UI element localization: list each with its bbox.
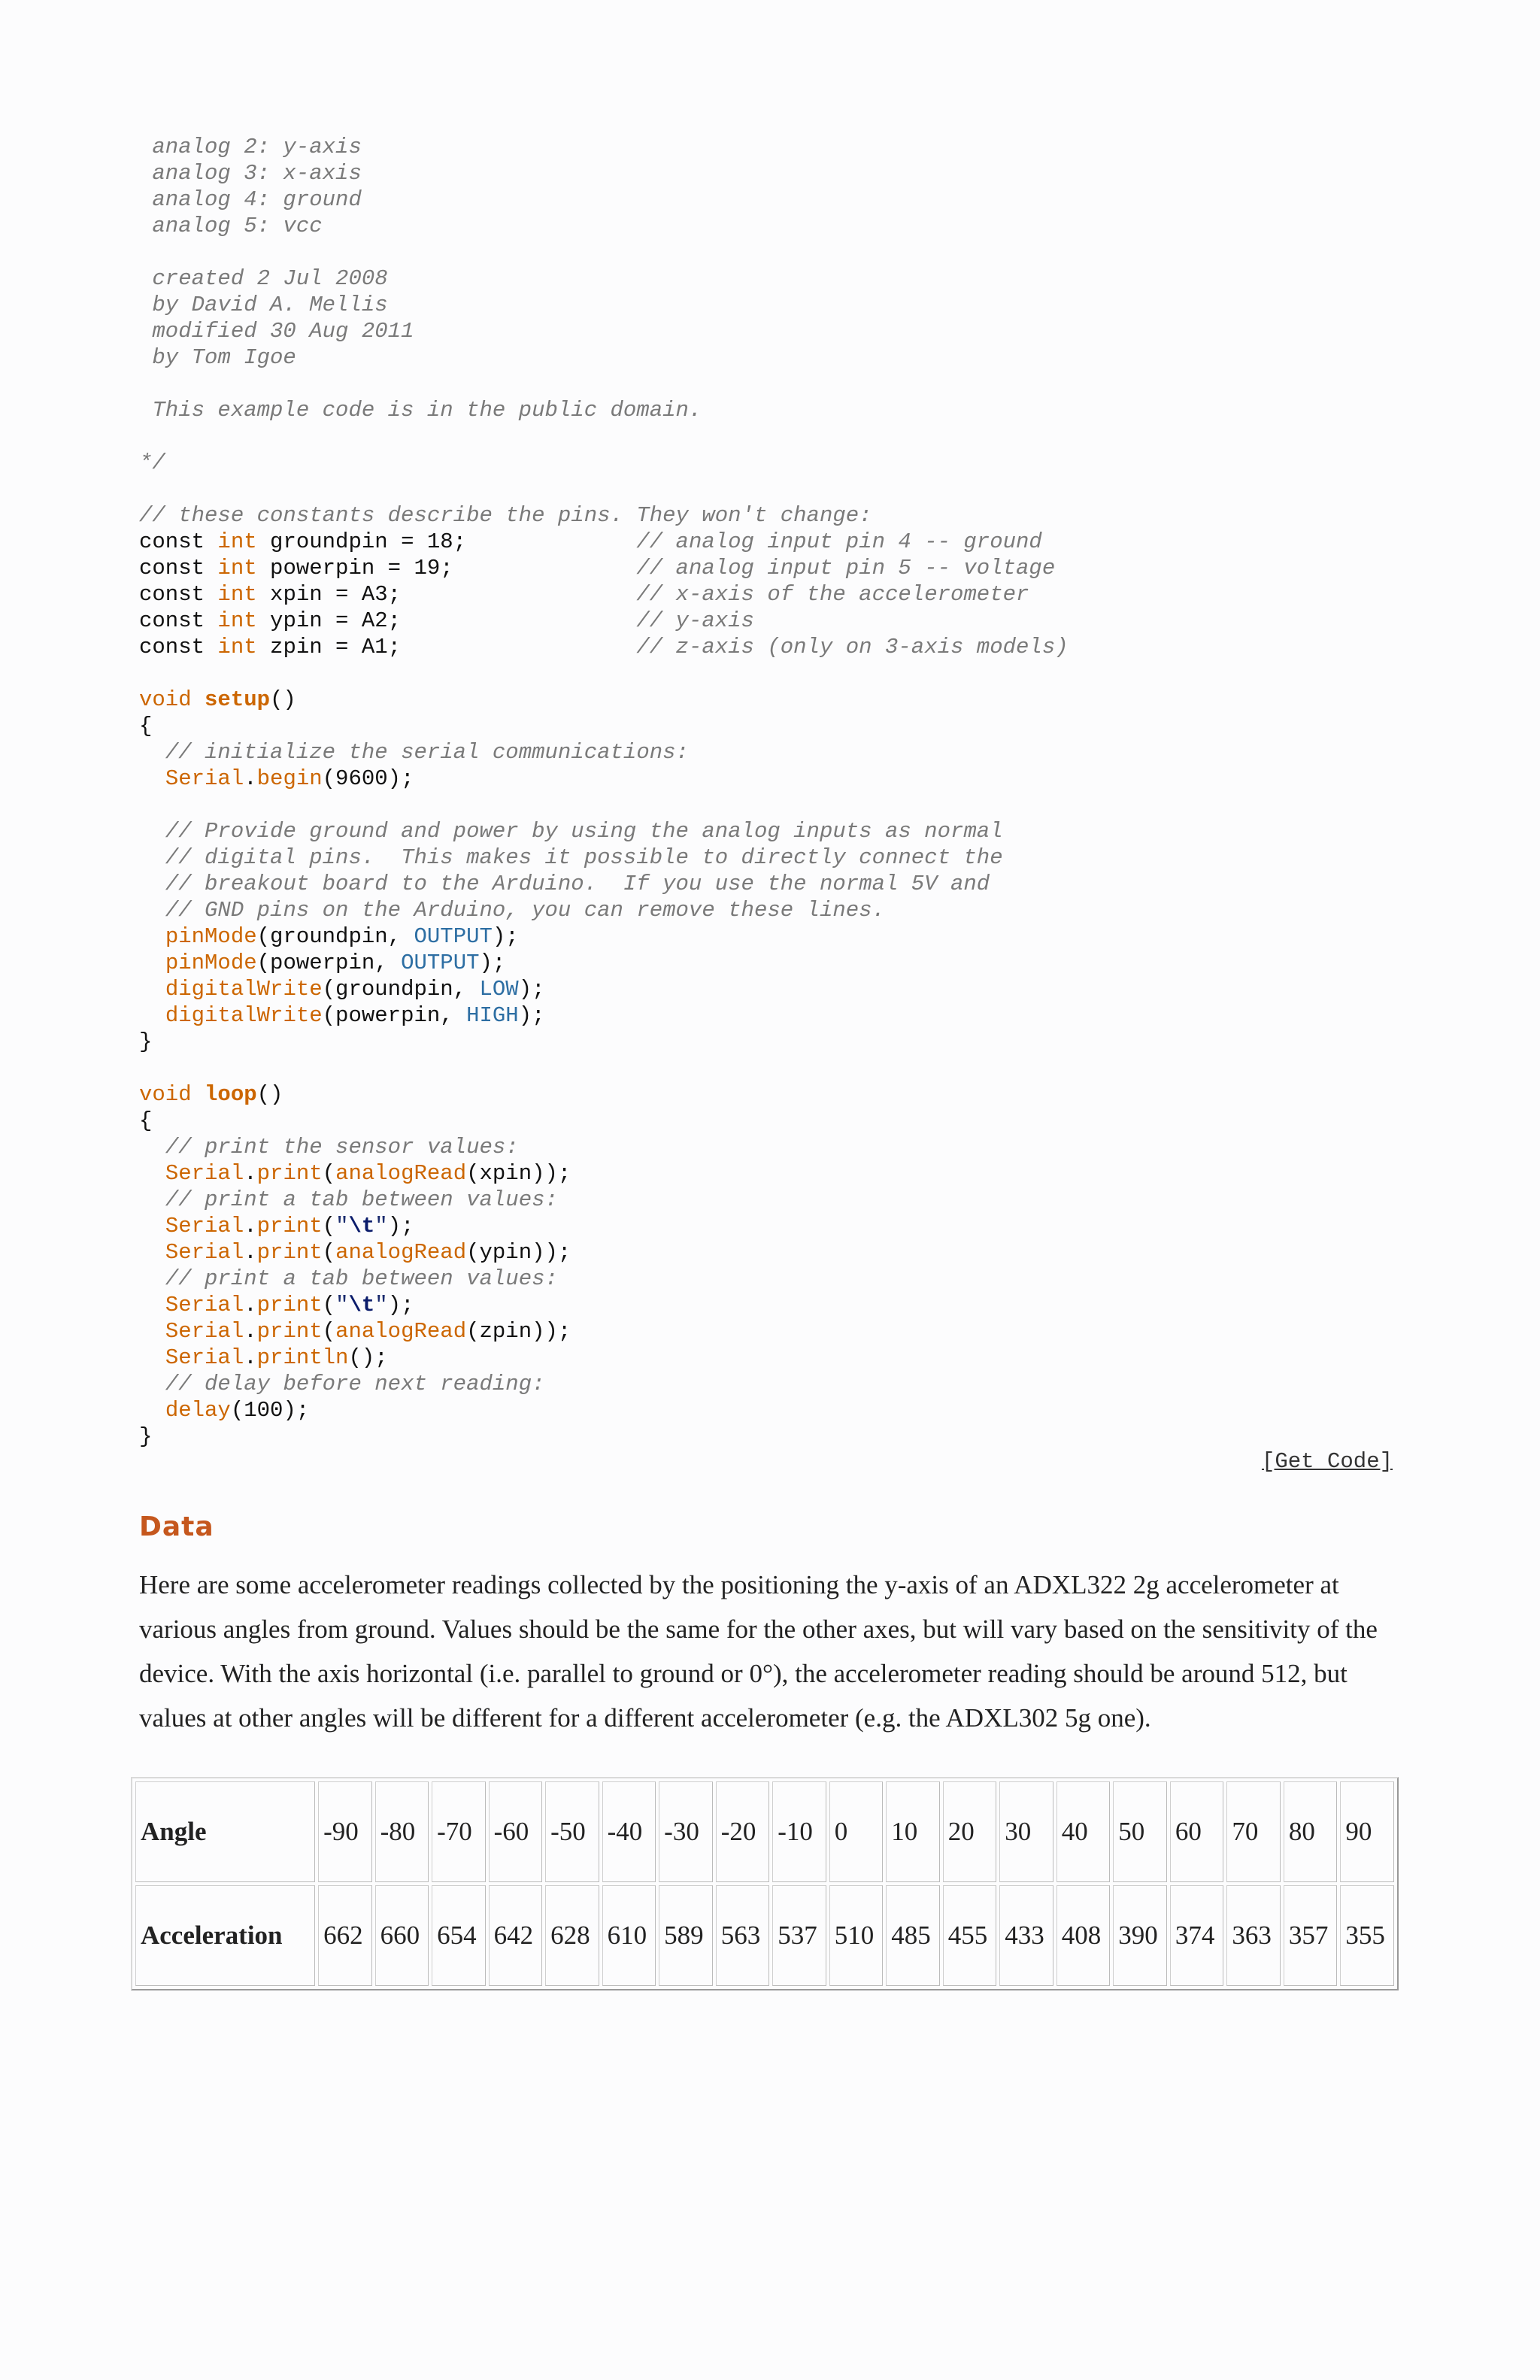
code-line	[139, 1266, 1395, 1292]
code-token-plain: (	[322, 1240, 336, 1265]
code-token-comment: by Tom Igoe	[139, 345, 296, 370]
code-line	[139, 555, 1395, 581]
code-token-plain: );	[518, 1003, 545, 1028]
code-line	[139, 660, 1395, 687]
acceleration-cell: 662	[318, 1885, 372, 1986]
code-line	[139, 1345, 1395, 1371]
acceleration-cell: 510	[829, 1885, 884, 1986]
angle-cell: -40	[602, 1781, 656, 1882]
code-token-comment: // GND pins on the Arduino, you can remove these lines.	[165, 898, 885, 923]
code-token-plain	[139, 1240, 165, 1265]
code-token-type: int	[217, 608, 257, 633]
code-token-builtin: println	[256, 1345, 349, 1370]
section-heading: Data	[139, 1511, 214, 1542]
code-token-string: "	[374, 1214, 388, 1239]
angle-cell: 20	[943, 1781, 997, 1882]
code-line	[139, 792, 1395, 818]
angle-row	[135, 1781, 1394, 1882]
code-token-plain: );	[387, 1293, 414, 1317]
code-token-plain	[139, 1345, 165, 1370]
code-token-plain: const	[139, 608, 218, 633]
code-token-builtin: print	[256, 1240, 323, 1265]
code-token-plain	[139, 1187, 165, 1212]
code-line	[139, 818, 1395, 844]
code-line	[139, 265, 1395, 292]
code-token-comment: created 2 Jul 2008	[139, 266, 388, 291]
code-token-comment: by David A. Mellis	[139, 293, 388, 317]
code-token-type: void	[139, 687, 205, 712]
intro-paragraph: Here are some accelerometer readings collected by the positioning the y-axis of an ADXL322 2g accelerometer at various angles from ground. Values should be the same for the other axes, but will vary based on the sensitivity of the device. With the axis horizontal (i.e. parallel to ground or 0°), the accelerometer reading should be around 512, but values at other angles will be different for a different accelerometer (e.g. the ADXL302 5g one).	[139, 1570, 1378, 1733]
acceleration-cell: 433	[999, 1885, 1053, 1986]
angle-cell: -10	[772, 1781, 826, 1882]
acceleration-cell: 537	[772, 1885, 826, 1986]
code-line	[139, 844, 1395, 871]
code-token-plain: (zpin));	[466, 1319, 571, 1344]
acceleration-cell: 363	[1226, 1885, 1281, 1986]
angle-cell: 70	[1226, 1781, 1281, 1882]
acceleration-cell: 642	[489, 1885, 543, 1986]
code-token-comment: // breakout board to the Arduino. If you use the normal 5V and	[165, 872, 990, 896]
code-token-plain: groundpin = 18;	[256, 529, 637, 554]
code-token-plain: (groundpin,	[322, 977, 480, 1002]
angle-cell: 80	[1284, 1781, 1338, 1882]
code-token-comment: This example code is in the public domain.	[139, 398, 702, 423]
code-token-comment: analog 5: vcc	[139, 214, 323, 238]
angle-cell: 90	[1340, 1781, 1394, 1882]
code-token-func: setup	[205, 687, 271, 712]
code-token-builtin: print	[256, 1214, 323, 1239]
code-line	[139, 608, 1395, 634]
code-token-plain	[139, 819, 165, 844]
code-token-const: OUTPUT	[401, 950, 480, 975]
code-token-const: LOW	[479, 977, 519, 1002]
code-line	[139, 1423, 1395, 1450]
code-token-plain: );	[518, 977, 545, 1002]
code-token-comment: // analog input pin 5 -- voltage	[636, 556, 1056, 581]
code-token-plain: (9600);	[322, 766, 414, 791]
acceleration-cell: 357	[1284, 1885, 1338, 1986]
code-token-comment: */	[139, 450, 165, 475]
angle-cell: 30	[999, 1781, 1053, 1882]
acceleration-label-cell: Acceleration	[135, 1885, 315, 1986]
code-line	[139, 134, 1395, 160]
angle-cell: -20	[716, 1781, 770, 1882]
code-token-plain	[139, 977, 165, 1002]
code-token-plain	[139, 766, 165, 791]
code-line	[139, 1397, 1395, 1423]
code-token-comment: // these constants describe the pins. They won't change:	[139, 503, 872, 528]
code-token-builtin: print	[256, 1319, 323, 1344]
code-token-plain: {	[139, 1108, 153, 1133]
code-token-builtin: digitalWrite	[165, 977, 323, 1002]
code-token-plain	[139, 1214, 165, 1239]
code-token-plain: (xpin));	[466, 1161, 571, 1186]
code-token-string: "	[335, 1293, 349, 1317]
code-line	[139, 950, 1395, 976]
code-token-const: OUTPUT	[414, 924, 493, 949]
code-token-plain: .	[244, 1345, 257, 1370]
code-token-comment: // x-axis of the accelerometer	[636, 582, 1029, 607]
code-token-builtin: print	[256, 1293, 323, 1317]
code-line	[139, 634, 1395, 660]
code-line	[139, 687, 1395, 713]
code-token-plain: (	[322, 1319, 336, 1344]
code-line	[139, 897, 1395, 923]
code-token-plain	[139, 1398, 165, 1423]
code-line	[139, 160, 1395, 186]
angle-cell: -70	[432, 1781, 486, 1882]
code-line	[139, 581, 1395, 608]
code-token-plain: ypin = A2;	[256, 608, 637, 633]
acceleration-cell: 628	[545, 1885, 599, 1986]
code-line	[139, 344, 1395, 371]
angle-cell: -30	[659, 1781, 713, 1882]
code-line	[139, 1081, 1395, 1108]
acceleration-cell: 485	[886, 1885, 940, 1986]
code-line	[139, 423, 1395, 450]
code-token-plain: .	[244, 1161, 257, 1186]
code-line	[139, 213, 1395, 239]
code-token-const: HIGH	[466, 1003, 519, 1028]
code-token-plain: .	[244, 1214, 257, 1239]
code-line	[139, 871, 1395, 897]
code-token-comment: // Provide ground and power by using the analog inputs as normal	[165, 819, 1003, 844]
code-line	[139, 766, 1395, 792]
code-line	[139, 476, 1395, 502]
code-line	[139, 318, 1395, 344]
code-token-plain: (	[322, 1161, 336, 1186]
code-token-type: int	[217, 582, 257, 607]
acceleration-cell: 589	[659, 1885, 713, 1986]
code-token-plain	[139, 1161, 165, 1186]
code-token-plain: );	[479, 950, 506, 975]
code-line	[139, 1292, 1395, 1318]
code-token-builtin: Serial	[165, 1240, 244, 1265]
code-token-plain	[139, 898, 165, 923]
acceleration-cell: 610	[602, 1885, 656, 1986]
code-token-plain: .	[244, 1293, 257, 1317]
code-line	[139, 1187, 1395, 1213]
code-line	[139, 1055, 1395, 1081]
code-token-plain	[139, 924, 165, 949]
code-line	[139, 502, 1395, 529]
code-token-plain: const	[139, 582, 218, 607]
accelerometer-data-table	[131, 1777, 1399, 1990]
code-token-plain	[139, 1266, 165, 1291]
code-token-plain: (	[322, 1293, 336, 1317]
code-token-type: int	[217, 635, 257, 659]
angle-cell: 60	[1170, 1781, 1224, 1882]
code-token-comment: // analog input pin 4 -- ground	[636, 529, 1042, 554]
code-token-comment: modified 30 Aug 2011	[139, 319, 414, 344]
code-token-comment: analog 4: ground	[139, 187, 362, 212]
code-token-comment: // print the sensor values:	[165, 1135, 519, 1160]
code-line	[139, 1371, 1395, 1397]
code-token-comment: // initialize the serial communications:	[165, 740, 689, 765]
code-token-plain: const	[139, 529, 218, 554]
code-token-plain	[139, 950, 165, 975]
code-token-plain: xpin = A3;	[256, 582, 637, 607]
code-line	[139, 1002, 1395, 1029]
code-token-builtin: digitalWrite	[165, 1003, 323, 1028]
code-token-builtin: Serial	[165, 1319, 244, 1344]
angle-label-cell: Angle	[135, 1781, 315, 1882]
acceleration-cell: 660	[375, 1885, 429, 1986]
code-token-plain	[139, 845, 165, 870]
code-token-plain: (powerpin,	[322, 1003, 467, 1028]
code-token-plain	[139, 1135, 165, 1160]
angle-cell: -90	[318, 1781, 372, 1882]
code-token-builtin: Serial	[165, 1214, 244, 1239]
code-line	[139, 739, 1395, 766]
code-token-builtin: pinMode	[165, 950, 257, 975]
code-token-plain: {	[139, 714, 153, 738]
code-token-plain	[139, 1372, 165, 1396]
code-token-type: int	[217, 529, 257, 554]
code-line	[139, 976, 1395, 1002]
code-token-comment: analog 3: x-axis	[139, 161, 362, 186]
code-token-escape: \t	[348, 1293, 375, 1317]
code-token-plain: (	[322, 1214, 336, 1239]
acceleration-cell: 355	[1340, 1885, 1394, 1986]
code-token-plain: );	[387, 1214, 414, 1239]
code-token-builtin: Serial	[165, 1345, 244, 1370]
acceleration-cell: 654	[432, 1885, 486, 1986]
code-token-string: "	[335, 1214, 349, 1239]
code-token-plain: ();	[348, 1345, 388, 1370]
angle-cell: -50	[545, 1781, 599, 1882]
code-token-comment: // z-axis (only on 3-axis models)	[636, 635, 1069, 659]
code-token-plain: powerpin = 19;	[256, 556, 637, 581]
code-token-builtin: Serial	[165, 1293, 244, 1317]
code-token-plain: zpin = A1;	[256, 635, 637, 659]
code-line	[139, 397, 1395, 423]
code-token-builtin: analogRead	[335, 1319, 467, 1344]
code-token-plain: const	[139, 556, 218, 581]
code-token-comment: // digital pins. This makes it possible to directly connect the	[165, 845, 1003, 870]
code-line	[139, 713, 1395, 739]
acceleration-cell: 408	[1056, 1885, 1111, 1986]
code-token-builtin: begin	[256, 766, 323, 791]
angle-cell: 40	[1056, 1781, 1111, 1882]
acceleration-cell: 390	[1113, 1885, 1167, 1986]
code-line	[139, 1239, 1395, 1266]
acceleration-cell: 455	[943, 1885, 997, 1986]
code-line	[139, 1213, 1395, 1239]
code-token-plain	[139, 1003, 165, 1028]
code-token-builtin: delay	[165, 1398, 231, 1423]
code-token-comment: // print a tab between values:	[165, 1266, 558, 1291]
get-code-link[interactable]: [Get Code]	[1261, 1449, 1393, 1474]
code-line	[139, 292, 1395, 318]
code-line	[139, 923, 1395, 950]
code-line	[139, 1029, 1395, 1055]
code-token-plain: (powerpin,	[256, 950, 402, 975]
code-token-func: loop	[205, 1082, 257, 1107]
code-token-builtin: analogRead	[335, 1240, 467, 1265]
code-line	[139, 1108, 1395, 1134]
code-token-plain: const	[139, 635, 218, 659]
code-line	[139, 186, 1395, 213]
code-line	[139, 239, 1395, 265]
code-line	[139, 1134, 1395, 1160]
code-token-string: "	[374, 1293, 388, 1317]
code-token-plain: }	[139, 1029, 153, 1054]
code-token-plain: ()	[270, 687, 296, 712]
code-token-comment: // y-axis	[636, 608, 754, 633]
angle-cell: 50	[1113, 1781, 1167, 1882]
angle-cell: -60	[489, 1781, 543, 1882]
code-token-type: void	[139, 1082, 205, 1107]
code-token-type: int	[217, 556, 257, 581]
angle-cell: 0	[829, 1781, 884, 1882]
code-token-builtin: print	[256, 1161, 323, 1186]
code-token-builtin: Serial	[165, 1161, 244, 1186]
code-token-plain	[139, 872, 165, 896]
code-token-plain: .	[244, 1319, 257, 1344]
angle-cell: 10	[886, 1781, 940, 1882]
code-token-builtin: analogRead	[335, 1161, 467, 1186]
code-line	[139, 1160, 1395, 1187]
code-token-plain: .	[244, 1240, 257, 1265]
code-token-plain	[139, 1293, 165, 1317]
angle-cell: -80	[375, 1781, 429, 1882]
acceleration-cell: 563	[716, 1885, 770, 1986]
code-line	[139, 371, 1395, 397]
code-token-builtin: pinMode	[165, 924, 257, 949]
code-token-plain: (ypin));	[466, 1240, 571, 1265]
code-token-comment: analog 2: y-axis	[139, 135, 362, 159]
code-token-plain: );	[492, 924, 519, 949]
code-line	[139, 450, 1395, 476]
code-token-plain: .	[244, 766, 257, 791]
code-token-plain: (groundpin,	[256, 924, 414, 949]
code-token-escape: \t	[348, 1214, 375, 1239]
code-token-plain	[139, 1319, 165, 1344]
code-line	[139, 529, 1395, 555]
code-token-builtin: Serial	[165, 766, 244, 791]
code-token-plain	[139, 740, 165, 765]
code-block	[139, 134, 1395, 1450]
code-line	[139, 1318, 1395, 1345]
code-token-plain: }	[139, 1424, 153, 1449]
acceleration-row	[135, 1885, 1394, 1986]
acceleration-cell: 374	[1170, 1885, 1224, 1986]
code-token-comment: // delay before next reading:	[165, 1372, 545, 1396]
code-token-plain: ()	[256, 1082, 283, 1107]
code-token-plain: (100);	[230, 1398, 310, 1423]
code-token-comment: // print a tab between values:	[165, 1187, 558, 1212]
